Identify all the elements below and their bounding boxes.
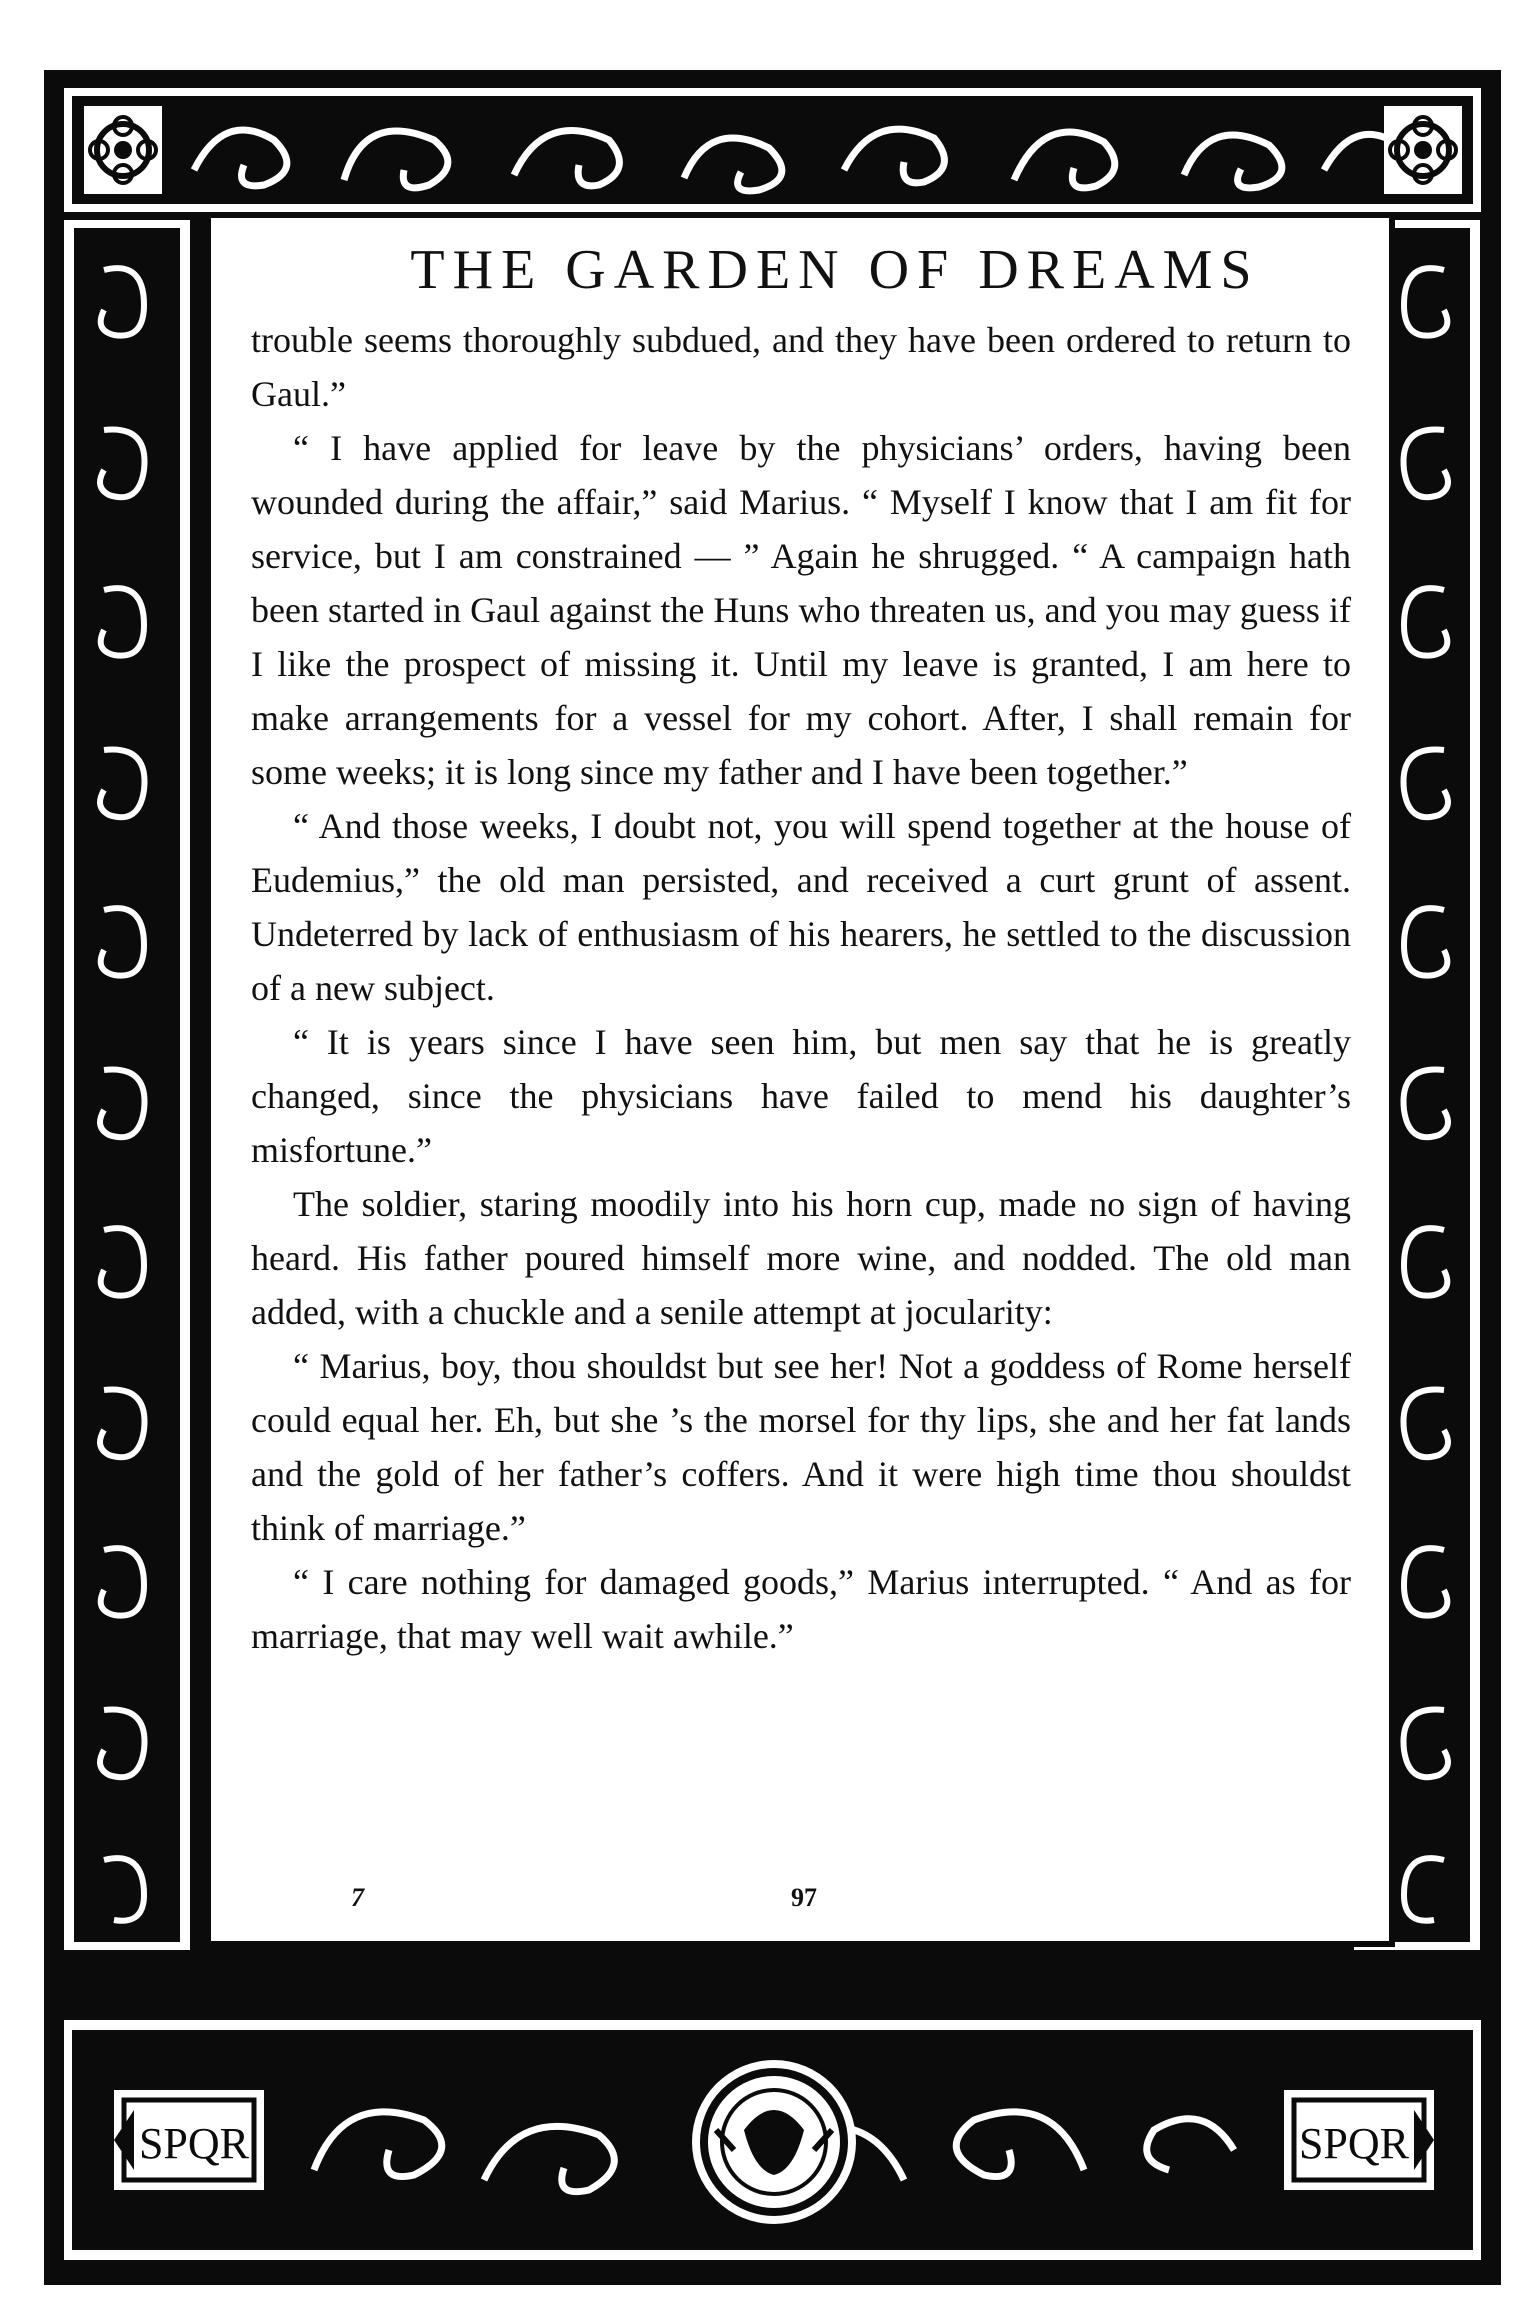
paragraph: The soldier, staring moodily into his horn cup, made no sign of having heard. His father poured himself more wine, and nodded. The old man added, with a chuckle and a senile attempt at jocularity:	[251, 1184, 1351, 1332]
signature-mark: 7	[351, 1883, 364, 1912]
right-spqr-text: SPQR	[1298, 2119, 1410, 2168]
page-number: 97	[791, 1883, 817, 1912]
paragraph: “ And those weeks, I doubt not, you will spend together at the house of Eudemius,” the old man persisted, and received a curt grunt of assent. Undeterred by lack of enthusiasm of his hearers, he settled to the discussion of a new subject.	[251, 806, 1351, 1008]
top-left-rosette-icon	[84, 106, 162, 194]
text-panel	[205, 212, 1395, 1947]
running-head: THE GARDEN OF DREAMS	[410, 239, 1260, 301]
left-spqr-text: SPQR	[138, 2119, 250, 2168]
left-spqr-plaque	[114, 2090, 264, 2190]
body-text	[251, 313, 1351, 1663]
paragraph: “ It is years since I have seen him, but men say that he is greatly changed, since the physicians have failed to mend his daughter’s misfortune.”	[251, 1022, 1351, 1170]
top-right-rosette-icon	[1384, 106, 1462, 194]
paragraph: “ I have applied for leave by the physicians’ orders, having been wounded during the affair,” said Marius. “ Myself I know that I am fit for service, but I am constrained — ” Again he shrugged. “ A campaign hath been started in Gaul against the Huns who threaten us, and you may guess if I like the prospect of missing it. Until my leave is granted, I am here to make arrangements for a vessel for my cohort. After, I shall remain for some weeks; it is long since my father and I have been together.”	[251, 428, 1351, 792]
paragraph: “ Marius, boy, thou shouldst but see her! Not a goddess of Rome herself could equal her. Eh, but she ’s the morsel for thy lips, she and her fat lands and the gold of her father’s coffers. And it were high time thou shouldst think of marriage.”	[251, 1346, 1351, 1548]
paragraph: “ I care nothing for damaged goods,” Marius interrupted. “ And as for marriage, that may well wait awhile.”	[251, 1562, 1351, 1656]
paragraph: trouble seems thoroughly subdued, and they have been ordered to return to Gaul.”	[251, 320, 1351, 414]
right-spqr-plaque	[1284, 2090, 1434, 2190]
eagle-medallion-icon	[692, 2060, 856, 2224]
